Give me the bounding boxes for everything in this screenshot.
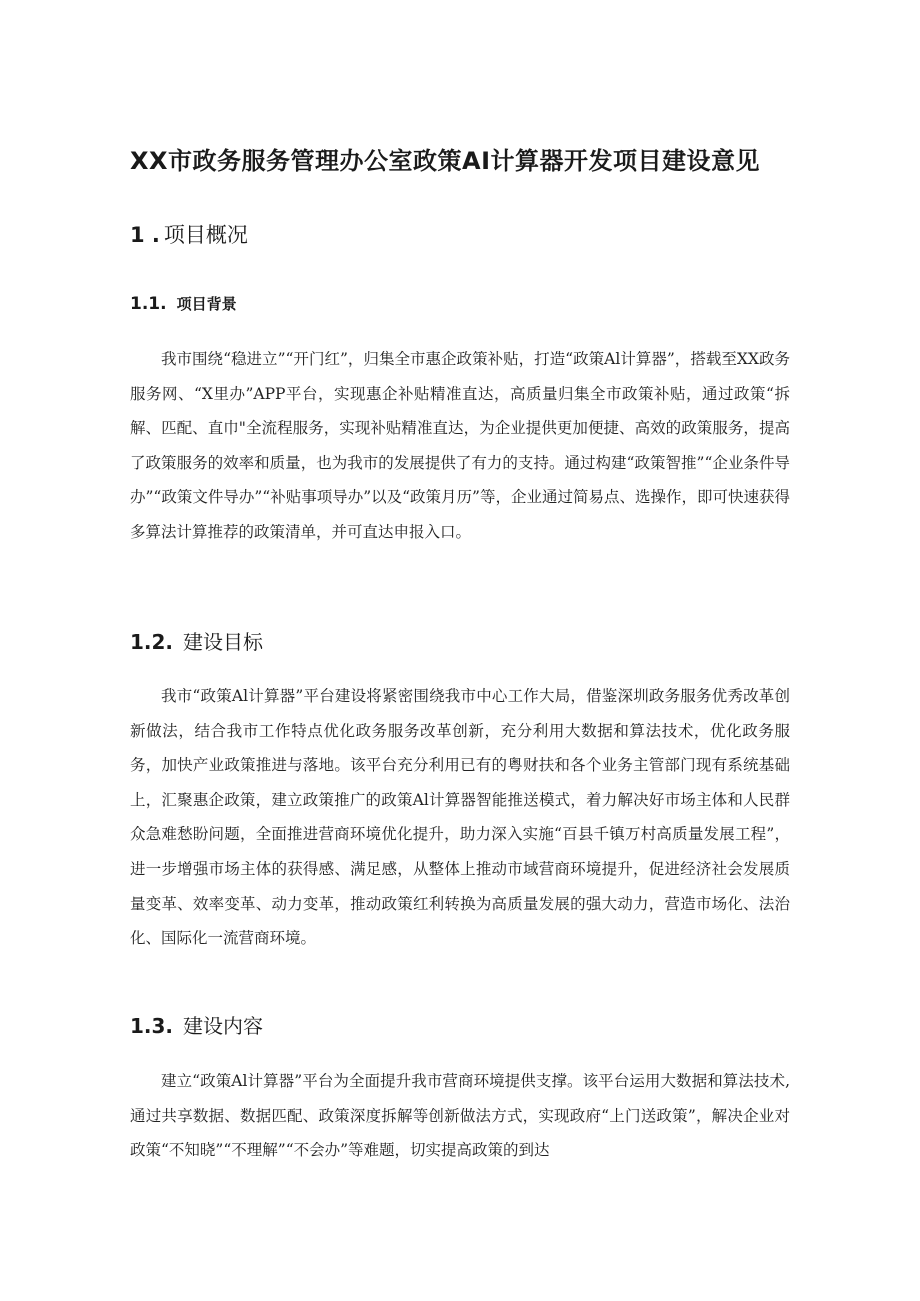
subsection-1-3-paragraph: 建立“政策Al计算器”平台为全面提升我市营商环境提供支撑。该平台运用大数据和算法技术,通过共享数据、数据匹配、政策深度拆解等创新做法方式，实现政府“上门送政策”，解决企业对政策“不知晓”“不理解”“不会办”等难题，切实提高政策的到达 [130,1072,790,1160]
section-1-label: 项目概况 [163,223,248,247]
subsection-1-2-number: 1.2. [130,630,174,654]
subsection-1-1-label: 项目背景 [176,295,237,313]
subsection-1-1-heading [130,292,237,316]
subsection-1-1-paragraph: 我市围绕“稳进立”“开门红”，归集全市惠企政策补贴，打造“政策Al计算器”，搭载至XX政务服务网、“X里办”APP平台，实现惠企补贴精准直达，高质量归集全市政策补贴，通过政策“拆解、匹配、直巾"全流程服务，实现补贴精准直达，为企业提供更加便捷、高效的政策服务，提高了政策服务的效率和质量，也为我市的发展提供了有力的支持。通过构建“政策智推”“企业条件导办”“政策文件导办”“补贴事项导办”以及“政策月历”等，企业通过简易点、选操作，即可快速获得多算法计算推荐的政策清单，并可直达申报入口。 [130,350,790,541]
subsection-1-2-heading [130,628,263,656]
subsection-1-1-number: 1.1. [130,294,167,314]
subsection-1-2-label: 建设目标 [183,630,264,654]
document-title: XX市政务服务管理办公室政策AI计算器开发项目建设意见 [130,147,761,175]
subsection-1-3-number: 1.3. [130,1014,174,1038]
subsection-1-3-label: 建设内容 [183,1014,264,1038]
subsection-1-3-heading [130,1012,263,1040]
section-1-heading [130,221,248,249]
subsection-1-2-paragraph: 我市“政策Al计算器”平台建设将紧密围绕我市中心工作大局，借鉴深圳政务服务优秀改革创新做法，结合我市工作特点优化政务服务改革创新，充分利用大数据和算法技术，优化政务服务，加快产业政策推进与落地。该平台充分利用已有的粤财扶和各个业务主管部门现有系统基础上，汇聚惠企政策，建立政策推广的政策Al计算器智能推送模式，着力解决好市场主体和人民群众急难愁盼问题，全面推进营商环境优化提升，助力深入实施“百县千镇万村高质量发展工程”，进一步增强市场主体的获得感、满足感，从整体上推动市域营商环境提升，促进经济社会发展质量变革、效率变革、动力变革，推动政策红利转换为高质量发展的强大动力，营造市场化、法治化、国际化一流营商环境。 [130,687,790,948]
section-1-number: 1 . [130,223,160,247]
